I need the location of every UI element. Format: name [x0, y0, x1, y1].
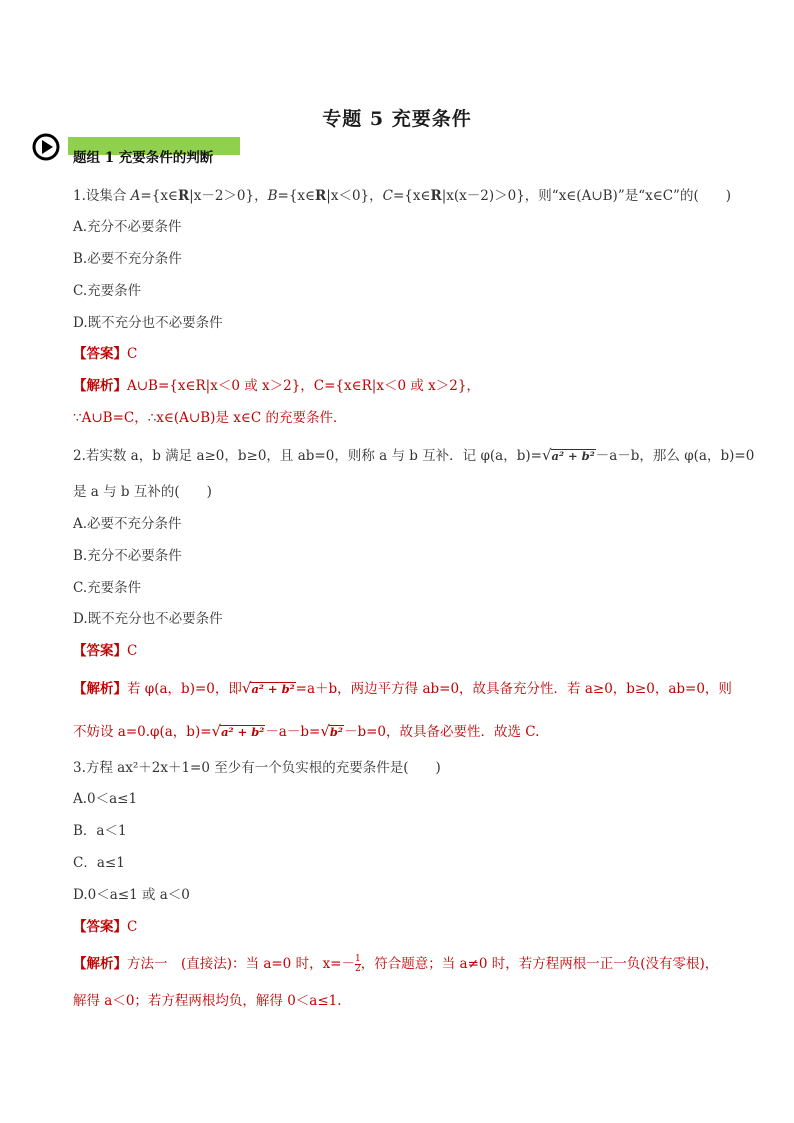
- question-2-answer: 【答案】C: [73, 643, 138, 659]
- question-1-option-d: D.既不充分也不必要条件: [73, 315, 223, 331]
- question-1-option-b: B.必要不充分条件: [73, 251, 182, 267]
- question-3-answer: 【答案】C: [73, 919, 138, 935]
- play-circle-icon: [32, 133, 60, 161]
- question-3-option-a: A.0＜a≤1: [73, 791, 138, 807]
- question-1-answer: 【答案】C: [73, 346, 138, 362]
- question-2-option-b: B.充分不必要条件: [73, 548, 182, 564]
- question-3-stem: 3.方程 ax²＋2x＋1=0 至少有一个负实根的充要条件是( ): [73, 760, 441, 776]
- question-2-analysis-line-2: 不妨设 a=0.φ(a，b)=√a² + b²－a－b=√b²－b=0，故具备必要性．故选 C.: [73, 722, 540, 740]
- question-3-analysis-line-2: 解得 a＜0；若方程两根均负，解得 0＜a≤1.: [73, 993, 342, 1009]
- question-3-option-c: C．a≤1: [73, 855, 125, 871]
- question-2-option-a: A.必要不充分条件: [73, 516, 182, 532]
- question-1-analysis-line-2: ∵A∪B=C，∴x∈(A∪B)是 x∈C 的充要条件．: [73, 410, 347, 426]
- fraction-one-half: $\frac{1}{2}$: [355, 954, 361, 974]
- question-1-stem: 1.设集合 A={x∈R|x－2＞0}，B={x∈R|x＜0}，C={x∈R|x(x－2)＞0}，则“x∈(A∪B)”是“x∈C”的( ): [73, 188, 731, 204]
- question-2-option-c: C.充要条件: [73, 580, 142, 596]
- question-3-option-d: D.0＜a≤1 或 a＜0: [73, 887, 190, 903]
- question-2-analysis-line-1: 【解析】若 φ(a，b)=0，即√a² + b²=a＋b，两边平方得 ab=0，故具备充分性．若 a≥0，b≥0，ab=0，则: [73, 679, 732, 697]
- page-title: 专题 5 充要条件: [322, 108, 472, 130]
- question-2-stem-line-1: 2.若实数 a，b 满足 a≥0，b≥0，且 ab=0，则称 a 与 b 互补．记 φ(a，b)=√a² + b²－a－b，那么 φ(a，b)=0: [73, 446, 755, 464]
- section-heading: 题组 1 充要条件的判断: [73, 150, 214, 166]
- question-3-option-b: B．a＜1: [73, 823, 127, 839]
- question-1-analysis-line-1: 【解析】A∪B={x∈R|x＜0 或 x＞2}，C={x∈R|x＜0 或 x＞2}，: [73, 378, 480, 394]
- question-2-stem-line-2: 是 a 与 b 互补的( ): [73, 484, 212, 500]
- question-1-option-c: C.充要条件: [73, 283, 142, 299]
- question-1-option-a: A.充分不必要条件: [73, 219, 182, 235]
- question-3-analysis-line-1: 【解析】方法一 (直接法)：当 a=0 时，x=－ $\frac{1}{2}$ ，符合题意；当 a≠0 时，若方程两根一正一负(没有零根)，: [73, 954, 719, 974]
- question-2-option-d: D.既不充分也不必要条件: [73, 611, 223, 627]
